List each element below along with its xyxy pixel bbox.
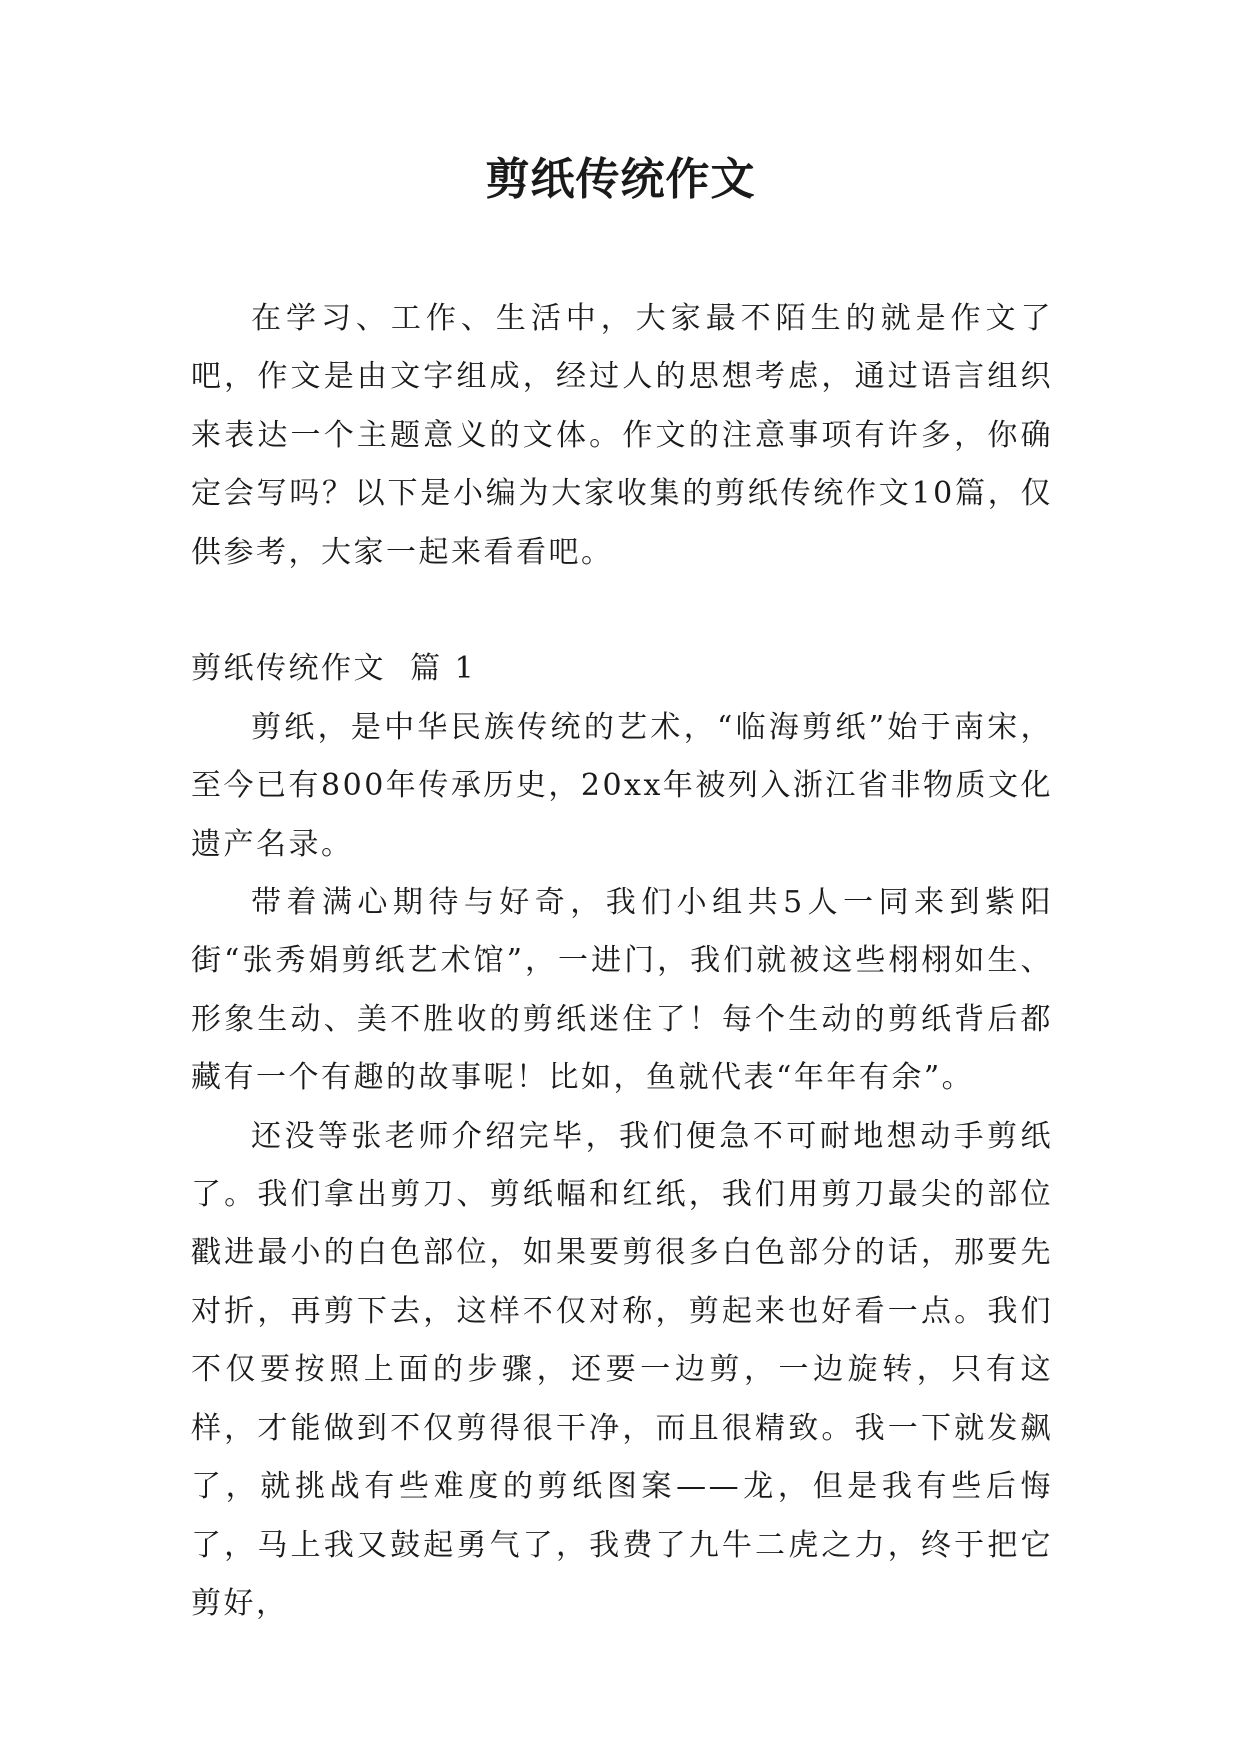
body-paragraph: 还没等张老师介绍完毕，我们便急不可耐地想动手剪纸了。我们拿出剪刀、剪纸幅和红纸，我们用剪刀最尖的部位戳进最小的白色部位，如果要剪很多白色部分的话，那要先对折，再剪下去，这样不仅对称，剪起来也好看一点。我们不仅要按照上面的步骤，还要一边剪，一边旋转，只有这样，才能做到不仅剪得很干净，而且很精致。我一下就发飙了，就挑战有些难度的剪纸图案——龙，但是我有些后悔了，马上我又鼓起勇气了，我费了九牛二虎之力，终于把它剪好， (191, 1118, 1053, 1621)
section-heading: 剪纸传统作文 篇 1 (191, 651, 477, 687)
body-paragraph: 带着满心期待与好奇，我们小组共5人一同来到紫阳街“张秀娟剪纸艺术馆”，一进门，我们就被这些栩栩如生、形象生动、美不胜收的剪纸迷住了！每个生动的剪纸背后都藏有一个有趣的故事呢！比如，鱼就代表“年年有余”。 (191, 885, 1053, 1096)
intro-paragraph: 在学习、工作、生活中，大家最不陌生的就是作文了吧，作文是由文字组成，经过人的思想考虑，通过语言组织来表达一个主题意义的文体。作文的注意事项有许多，你确定会写吗？以下是小编为大家收集的剪纸传统作文10篇，仅供参考，大家一起来看看吧。 (191, 301, 1053, 570)
document-title: 剪纸传统作文 (485, 154, 756, 205)
document-body (191, 290, 1053, 1633)
body-paragraph: 剪纸，是中华民族传统的艺术，“临海剪纸”始于南宋，至今已有800年传承历史，20xx年被列入浙江省非物质文化遗产名录。 (191, 709, 1053, 862)
